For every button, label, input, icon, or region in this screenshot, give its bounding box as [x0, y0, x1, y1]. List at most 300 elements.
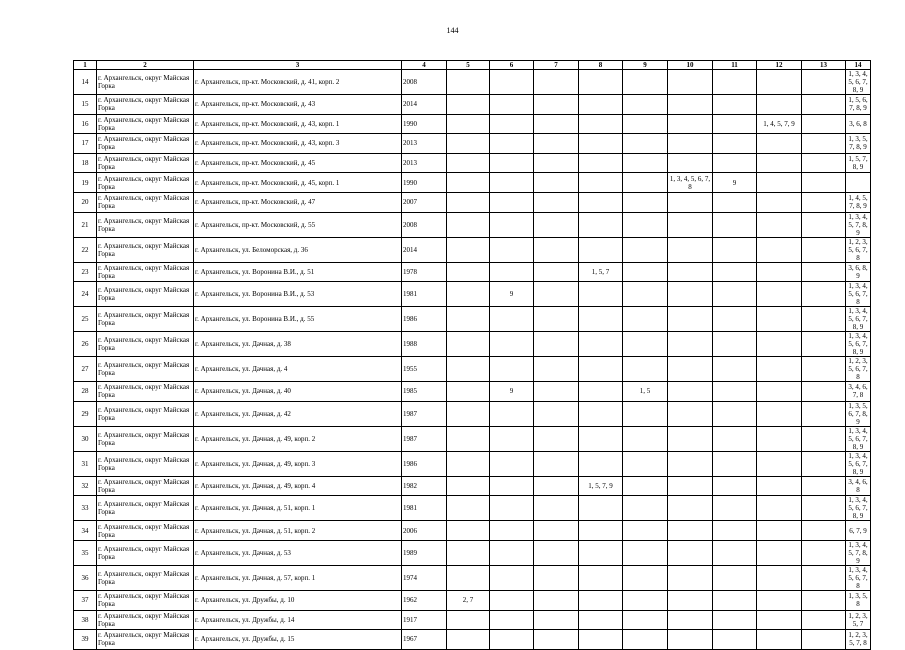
column-5-cell [447, 70, 490, 95]
column-11-cell [713, 630, 757, 650]
address-cell: г. Архангельск, ул. Дачная, д. 57, корп. 1 [194, 565, 402, 590]
table-row [74, 262, 871, 282]
column-14-cell [846, 173, 871, 193]
district-cell: г. Архангельск, округ Майская Горка [97, 451, 194, 476]
column-header-5: 5 [447, 61, 490, 70]
column-8-cell [579, 212, 623, 237]
column-10-cell [668, 95, 713, 115]
row-number-cell: 26 [74, 332, 97, 357]
district-cell: г. Архангельск, округ Майская Горка [97, 153, 194, 173]
column-12-cell [757, 237, 802, 262]
district-cell: г. Архангельск, округ Майская Горка [97, 332, 194, 357]
column-14-cell: 1, 3, 5, 8 [846, 590, 871, 610]
column-7-cell [534, 332, 579, 357]
column-11-cell: 9 [713, 173, 757, 193]
column-6-cell [490, 237, 534, 262]
district-cell: г. Архангельск, округ Майская Горка [97, 540, 194, 565]
column-7-cell [534, 307, 579, 332]
row-number-cell: 22 [74, 237, 97, 262]
column-14-cell: 1, 3, 5, 7, 8, 9 [846, 134, 871, 154]
column-13-cell [802, 70, 846, 95]
column-9-cell [623, 153, 668, 173]
column-14-cell: 1, 2, 3, 5, 7, 8 [846, 630, 871, 650]
table-row [74, 496, 871, 521]
column-14-cell: 3, 4, 6, 7, 8 [846, 382, 871, 402]
column-11-cell [713, 521, 757, 541]
column-7-cell [534, 357, 579, 382]
column-13-cell [802, 451, 846, 476]
column-5-cell [447, 610, 490, 630]
table-row [74, 114, 871, 134]
column-12-cell [757, 565, 802, 590]
district-cell: г. Архангельск, округ Майская Горка [97, 426, 194, 451]
district-cell: г. Архангельск, округ Майская Горка [97, 134, 194, 154]
column-header-8: 8 [579, 61, 623, 70]
column-6-cell [490, 496, 534, 521]
table-row [74, 95, 871, 115]
column-8-cell [579, 95, 623, 115]
column-10-cell [668, 521, 713, 541]
column-6-cell [490, 262, 534, 282]
column-7-cell [534, 476, 579, 496]
column-11-cell [713, 382, 757, 402]
column-13-cell [802, 610, 846, 630]
column-5-cell [447, 357, 490, 382]
row-number-cell: 32 [74, 476, 97, 496]
column-9-cell [623, 307, 668, 332]
column-7-cell [534, 540, 579, 565]
year-cell: 1986 [402, 307, 447, 332]
district-cell: г. Архангельск, округ Майская Горка [97, 521, 194, 541]
address-cell: г. Архангельск, пр-кт. Московский, д. 41, корп. 2 [194, 70, 402, 95]
column-7-cell [534, 590, 579, 610]
column-12-cell [757, 70, 802, 95]
column-11-cell [713, 332, 757, 357]
table-row [74, 173, 871, 193]
address-cell: г. Архангельск, пр-кт. Московский, д. 45, корп. 1 [194, 173, 402, 193]
column-6-cell [490, 212, 534, 237]
table-row [74, 590, 871, 610]
column-7-cell [534, 192, 579, 212]
column-6-cell [490, 192, 534, 212]
column-8-cell [579, 70, 623, 95]
column-11-cell [713, 565, 757, 590]
column-14-cell: 1, 3, 4, 5, 6, 7, 8 [846, 282, 871, 307]
column-9-cell [623, 521, 668, 541]
column-10-cell [668, 134, 713, 154]
column-12-cell [757, 451, 802, 476]
year-cell: 1978 [402, 262, 447, 282]
year-cell: 2007 [402, 192, 447, 212]
column-6-cell [490, 307, 534, 332]
district-cell: г. Архангельск, округ Майская Горка [97, 382, 194, 402]
column-6-cell [490, 114, 534, 134]
address-cell: г. Архангельск, ул. Дачная, д. 49, корп. 4 [194, 476, 402, 496]
column-9-cell [623, 401, 668, 426]
column-14-cell: 1, 3, 4, 5, 6, 7, 8, 9 [846, 451, 871, 476]
column-13-cell [802, 332, 846, 357]
table-row [74, 630, 871, 650]
column-8-cell [579, 173, 623, 193]
column-11-cell [713, 95, 757, 115]
column-10-cell [668, 212, 713, 237]
column-9-cell [623, 95, 668, 115]
column-13-cell [802, 630, 846, 650]
column-9-cell [623, 332, 668, 357]
row-number-cell: 33 [74, 496, 97, 521]
column-10-cell [668, 426, 713, 451]
column-12-cell [757, 476, 802, 496]
column-6-cell [490, 630, 534, 650]
row-number-cell: 20 [74, 192, 97, 212]
column-5-cell [447, 237, 490, 262]
column-10-cell [668, 565, 713, 590]
column-5-cell [447, 114, 490, 134]
column-13-cell [802, 590, 846, 610]
column-7-cell [534, 401, 579, 426]
column-14-cell: 1, 3, 4, 5, 6, 7, 8, 9 [846, 426, 871, 451]
column-7-cell [534, 610, 579, 630]
column-9-cell [623, 262, 668, 282]
address-cell: г. Архангельск, пр-кт. Московский, д. 43 [194, 95, 402, 115]
column-14-cell: 1, 3, 4, 5, 6, 7, 8, 9 [846, 496, 871, 521]
column-11-cell [713, 70, 757, 95]
column-5-cell [447, 401, 490, 426]
district-cell: г. Архангельск, округ Майская Горка [97, 114, 194, 134]
column-12-cell [757, 590, 802, 610]
column-6-cell [490, 451, 534, 476]
district-cell: г. Архангельск, округ Майская Горка [97, 307, 194, 332]
column-7-cell [534, 237, 579, 262]
column-13-cell [802, 192, 846, 212]
column-9-cell [623, 610, 668, 630]
district-cell: г. Архангельск, округ Майская Горка [97, 590, 194, 610]
address-cell: г. Архангельск, ул. Дачная, д. 38 [194, 332, 402, 357]
header-row [74, 61, 871, 70]
year-cell: 1962 [402, 590, 447, 610]
column-5-cell [447, 451, 490, 476]
column-6-cell [490, 540, 534, 565]
column-5-cell [447, 332, 490, 357]
column-6-cell: 9 [490, 282, 534, 307]
column-8-cell [579, 565, 623, 590]
row-number-cell: 21 [74, 212, 97, 237]
year-cell: 2014 [402, 237, 447, 262]
address-cell: г. Архангельск, пр-кт. Московский, д. 47 [194, 192, 402, 212]
column-9-cell [623, 70, 668, 95]
district-cell: г. Архангельск, округ Майская Горка [97, 262, 194, 282]
column-14-cell: 3, 4, 6, 8 [846, 476, 871, 496]
table-body [74, 70, 871, 650]
column-12-cell [757, 426, 802, 451]
district-cell: г. Архангельск, округ Майская Горка [97, 212, 194, 237]
year-cell: 1990 [402, 114, 447, 134]
column-10-cell [668, 70, 713, 95]
table-row [74, 332, 871, 357]
column-13-cell [802, 565, 846, 590]
year-cell: 1987 [402, 426, 447, 451]
column-10-cell [668, 382, 713, 402]
column-5-cell [447, 382, 490, 402]
column-14-cell: 3, 6, 8, 9 [846, 262, 871, 282]
column-7-cell [534, 173, 579, 193]
column-header-9: 9 [623, 61, 668, 70]
column-6-cell [490, 134, 534, 154]
table-row [74, 451, 871, 476]
column-11-cell [713, 192, 757, 212]
year-cell: 2013 [402, 153, 447, 173]
column-9-cell [623, 451, 668, 476]
column-14-cell: 1, 3, 5, 6, 7, 8, 9 [846, 401, 871, 426]
column-13-cell [802, 476, 846, 496]
column-6-cell [490, 70, 534, 95]
column-8-cell [579, 192, 623, 212]
district-cell: г. Архангельск, округ Майская Горка [97, 496, 194, 521]
column-11-cell [713, 451, 757, 476]
row-number-cell: 14 [74, 70, 97, 95]
row-number-cell: 31 [74, 451, 97, 476]
address-cell: г. Архангельск, ул. Беломорская, д. 36 [194, 237, 402, 262]
row-number-cell: 24 [74, 282, 97, 307]
column-6-cell [490, 565, 534, 590]
column-7-cell [534, 565, 579, 590]
column-header-4: 4 [402, 61, 447, 70]
registry-table [73, 60, 871, 650]
column-7-cell [534, 262, 579, 282]
column-10-cell [668, 451, 713, 476]
table-row [74, 357, 871, 382]
column-8-cell [579, 134, 623, 154]
year-cell: 1955 [402, 357, 447, 382]
column-9-cell [623, 114, 668, 134]
column-5-cell [447, 630, 490, 650]
row-number-cell: 37 [74, 590, 97, 610]
address-cell: г. Архангельск, ул. Дружбы, д. 10 [194, 590, 402, 610]
column-5-cell [447, 496, 490, 521]
column-12-cell [757, 173, 802, 193]
column-9-cell: 1, 5 [623, 382, 668, 402]
column-header-7: 7 [534, 61, 579, 70]
column-12-cell [757, 496, 802, 521]
year-cell: 1990 [402, 173, 447, 193]
year-cell: 2008 [402, 70, 447, 95]
column-13-cell [802, 262, 846, 282]
district-cell: г. Архангельск, округ Майская Горка [97, 476, 194, 496]
column-8-cell [579, 332, 623, 357]
table-row [74, 307, 871, 332]
column-13-cell [802, 153, 846, 173]
column-11-cell [713, 134, 757, 154]
column-8-cell [579, 451, 623, 476]
column-13-cell [802, 307, 846, 332]
table-row [74, 192, 871, 212]
column-8-cell [579, 630, 623, 650]
column-14-cell: 1, 3, 4, 5, 6, 7, 8, 9 [846, 332, 871, 357]
column-8-cell [579, 237, 623, 262]
table-row [74, 153, 871, 173]
column-12-cell [757, 610, 802, 630]
column-6-cell [490, 95, 534, 115]
column-12-cell [757, 521, 802, 541]
column-14-cell: 1, 2, 3, 5, 6, 7, 8 [846, 237, 871, 262]
row-number-cell: 36 [74, 565, 97, 590]
column-13-cell [802, 173, 846, 193]
table-row [74, 476, 871, 496]
column-9-cell [623, 540, 668, 565]
year-cell: 1985 [402, 382, 447, 402]
column-7-cell [534, 282, 579, 307]
column-8-cell [579, 590, 623, 610]
address-cell: г. Архангельск, ул. Дачная, д. 42 [194, 401, 402, 426]
column-6-cell [490, 610, 534, 630]
column-11-cell [713, 590, 757, 610]
column-14-cell: 1, 4, 5, 7, 8, 9 [846, 192, 871, 212]
column-8-cell [579, 282, 623, 307]
district-cell: г. Архангельск, округ Майская Горка [97, 610, 194, 630]
column-10-cell [668, 496, 713, 521]
column-6-cell: 9 [490, 382, 534, 402]
address-cell: г. Архангельск, пр-кт. Московский, д. 43, корп. 1 [194, 114, 402, 134]
address-cell: г. Архангельск, ул. Дачная, д. 49, корп. 3 [194, 451, 402, 476]
column-10-cell [668, 282, 713, 307]
column-13-cell [802, 212, 846, 237]
address-cell: г. Архангельск, ул. Дачная, д. 40 [194, 382, 402, 402]
column-8-cell [579, 521, 623, 541]
address-cell: г. Архангельск, ул. Дачная, д. 49, корп. 2 [194, 426, 402, 451]
column-8-cell [579, 610, 623, 630]
column-14-cell: 1, 3, 4, 5, 6, 7, 8, 9 [846, 307, 871, 332]
column-13-cell [802, 382, 846, 402]
column-8-cell [579, 426, 623, 451]
column-header-11: 11 [713, 61, 757, 70]
column-12-cell [757, 401, 802, 426]
address-cell: г. Архангельск, ул. Дружбы, д. 15 [194, 630, 402, 650]
table-row [74, 70, 871, 95]
column-8-cell: 1, 5, 7 [579, 262, 623, 282]
column-8-cell [579, 540, 623, 565]
address-cell: г. Архангельск, ул. Дачная, д. 51, корп. 2 [194, 521, 402, 541]
column-5-cell [447, 173, 490, 193]
column-9-cell [623, 282, 668, 307]
column-header-2: 2 [97, 61, 194, 70]
column-14-cell: 1, 2, 3, 5, 7 [846, 610, 871, 630]
column-12-cell [757, 153, 802, 173]
column-8-cell [579, 401, 623, 426]
column-9-cell [623, 134, 668, 154]
column-12-cell [757, 332, 802, 357]
column-5-cell [447, 192, 490, 212]
column-7-cell [534, 153, 579, 173]
column-13-cell [802, 426, 846, 451]
column-13-cell [802, 357, 846, 382]
table-row [74, 540, 871, 565]
row-number-cell: 25 [74, 307, 97, 332]
column-12-cell [757, 262, 802, 282]
column-13-cell [802, 401, 846, 426]
table-row [74, 212, 871, 237]
column-7-cell [534, 95, 579, 115]
column-5-cell [447, 282, 490, 307]
column-12-cell [757, 192, 802, 212]
district-cell: г. Архангельск, округ Майская Горка [97, 357, 194, 382]
column-14-cell: 1, 3, 4, 5, 6, 7, 8 [846, 565, 871, 590]
district-cell: г. Архангельск, округ Майская Горка [97, 70, 194, 95]
column-10-cell [668, 476, 713, 496]
column-5-cell [447, 565, 490, 590]
column-14-cell: 1, 3, 4, 5, 6, 7, 8, 9 [846, 70, 871, 95]
address-cell: г. Архангельск, ул. Дачная, д. 53 [194, 540, 402, 565]
row-number-cell: 38 [74, 610, 97, 630]
column-11-cell [713, 476, 757, 496]
year-cell: 1987 [402, 401, 447, 426]
row-number-cell: 16 [74, 114, 97, 134]
column-11-cell [713, 237, 757, 262]
column-12-cell [757, 630, 802, 650]
column-12-cell [757, 357, 802, 382]
column-13-cell [802, 114, 846, 134]
column-9-cell [623, 496, 668, 521]
column-6-cell [490, 401, 534, 426]
table-row [74, 426, 871, 451]
column-10-cell [668, 401, 713, 426]
column-6-cell [490, 521, 534, 541]
column-12-cell [757, 134, 802, 154]
column-5-cell [447, 476, 490, 496]
column-6-cell [490, 426, 534, 451]
column-9-cell [623, 565, 668, 590]
district-cell: г. Архангельск, округ Майская Горка [97, 237, 194, 262]
table-row [74, 134, 871, 154]
column-6-cell [490, 173, 534, 193]
column-12-cell [757, 282, 802, 307]
column-6-cell [490, 476, 534, 496]
column-header-10: 10 [668, 61, 713, 70]
row-number-cell: 27 [74, 357, 97, 382]
column-13-cell [802, 540, 846, 565]
district-cell: г. Архангельск, округ Майская Горка [97, 630, 194, 650]
row-number-cell: 34 [74, 521, 97, 541]
column-8-cell [579, 114, 623, 134]
district-cell: г. Архангельск, округ Майская Горка [97, 95, 194, 115]
year-cell: 1981 [402, 282, 447, 307]
column-11-cell [713, 540, 757, 565]
column-11-cell [713, 282, 757, 307]
column-5-cell [447, 521, 490, 541]
row-number-cell: 18 [74, 153, 97, 173]
table-row [74, 382, 871, 402]
column-9-cell [623, 426, 668, 451]
column-14-cell: 1, 3, 4, 5, 7, 8, 9 [846, 212, 871, 237]
column-10-cell [668, 262, 713, 282]
year-cell: 2008 [402, 212, 447, 237]
table-row [74, 401, 871, 426]
column-10-cell [668, 114, 713, 134]
column-8-cell [579, 496, 623, 521]
column-12-cell [757, 95, 802, 115]
column-7-cell [534, 630, 579, 650]
row-number-cell: 17 [74, 134, 97, 154]
year-cell: 1967 [402, 630, 447, 650]
column-10-cell [668, 630, 713, 650]
table-row [74, 610, 871, 630]
column-7-cell [534, 114, 579, 134]
column-14-cell: 1, 3, 4, 5, 7, 8, 9 [846, 540, 871, 565]
column-11-cell [713, 262, 757, 282]
year-cell: 1988 [402, 332, 447, 357]
address-cell: г. Архангельск, пр-кт. Московский, д. 45 [194, 153, 402, 173]
column-5-cell [447, 95, 490, 115]
address-cell: г. Архангельск, ул. Дружбы, д. 14 [194, 610, 402, 630]
